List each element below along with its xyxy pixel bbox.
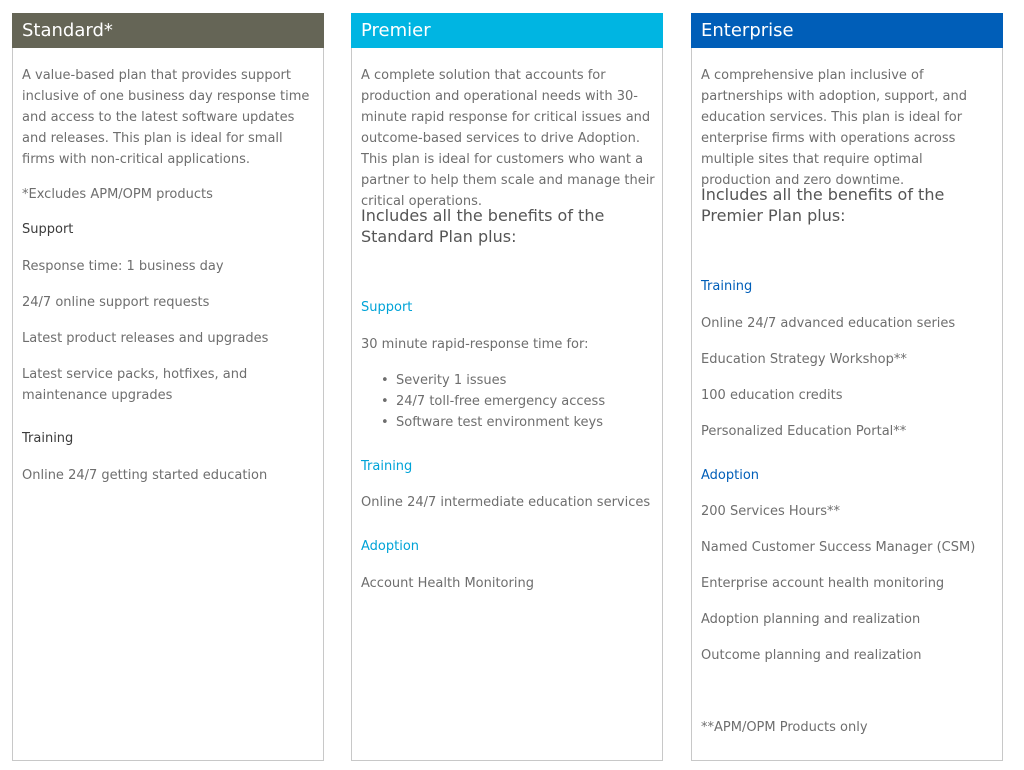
feature-item: Latest product releases and upgrades: [22, 331, 269, 346]
bullet-item: • Software test environment keys: [396, 412, 656, 433]
bullet-item: • 24/7 toll-free emergency access: [396, 391, 656, 412]
feature-item: Response time: 1 business day: [22, 259, 224, 274]
plan-includes: Includes all the benefits of the Premier Plan plus:: [701, 185, 945, 225]
feature-item: Adoption planning and realization: [701, 612, 921, 627]
feature-item: Online 24/7 getting started education: [22, 468, 268, 483]
section-heading-support: Support: [361, 300, 413, 315]
feature-item: 100 education credits: [701, 388, 843, 403]
section-heading-adoption: Adoption: [361, 539, 420, 554]
plan-card-enterprise: [691, 13, 1003, 761]
support-bullet-list: [361, 370, 656, 433]
plan-note: *Excludes APM/OPM products: [22, 187, 213, 202]
feature-item: 200 Services Hours**: [701, 504, 840, 519]
section-heading-training: Training: [361, 459, 413, 474]
plan-description: A comprehensive plan inclusive of partnerships with adoption, support, and education services. This plan is ideal for enterprise firms with operations across multiple sites that require optimal production and zero downtime.: [701, 68, 967, 188]
bullet-item: • Severity 1 issues: [396, 370, 656, 391]
feature-item: Online 24/7 advanced education series: [701, 316, 956, 331]
plan-title-standard: Standard*: [12, 13, 324, 48]
plan-description: A complete solution that accounts for production and operational needs with 30-minute rapid response for critical issues and outcome-based services to drive Adoption. This plan is ideal for customers who want a partner to help them scale and manage their critical operations.: [361, 68, 655, 209]
feature-item: 24/7 online support requests: [22, 295, 210, 310]
feature-item: Named Customer Success Manager (CSM): [701, 540, 976, 555]
plan-card-premier: [351, 13, 663, 761]
feature-item: Outcome planning and realization: [701, 648, 922, 663]
plan-includes: Includes all the benefits of the Standard Plan plus:: [361, 206, 605, 246]
section-heading-adoption: Adoption: [701, 468, 760, 483]
section-heading-training: Training: [701, 279, 753, 294]
plan-footnote: **APM/OPM Products only: [701, 720, 868, 735]
feature-item: Personalized Education Portal**: [701, 424, 907, 439]
section-heading-support: Support: [22, 222, 74, 237]
feature-item: Education Strategy Workshop**: [701, 352, 907, 367]
feature-item: Account Health Monitoring: [361, 576, 534, 591]
plan-card-standard: [12, 13, 324, 761]
plan-title-premier: Premier: [351, 13, 663, 48]
section-heading-training: Training: [22, 431, 74, 446]
feature-item: Online 24/7 intermediate education services: [361, 495, 651, 510]
support-intro: 30 minute rapid-response time for:: [361, 337, 589, 352]
feature-item: Latest service packs, hotfixes, and maintenance upgrades: [22, 367, 248, 403]
plan-title-enterprise: Enterprise: [691, 13, 1003, 48]
plan-description: A value-based plan that provides support inclusive of one business day response time and access to the latest software updates and releases. This plan is ideal for small firms with non-critical applications.: [22, 68, 310, 167]
feature-item: Enterprise account health monitoring: [701, 576, 945, 591]
